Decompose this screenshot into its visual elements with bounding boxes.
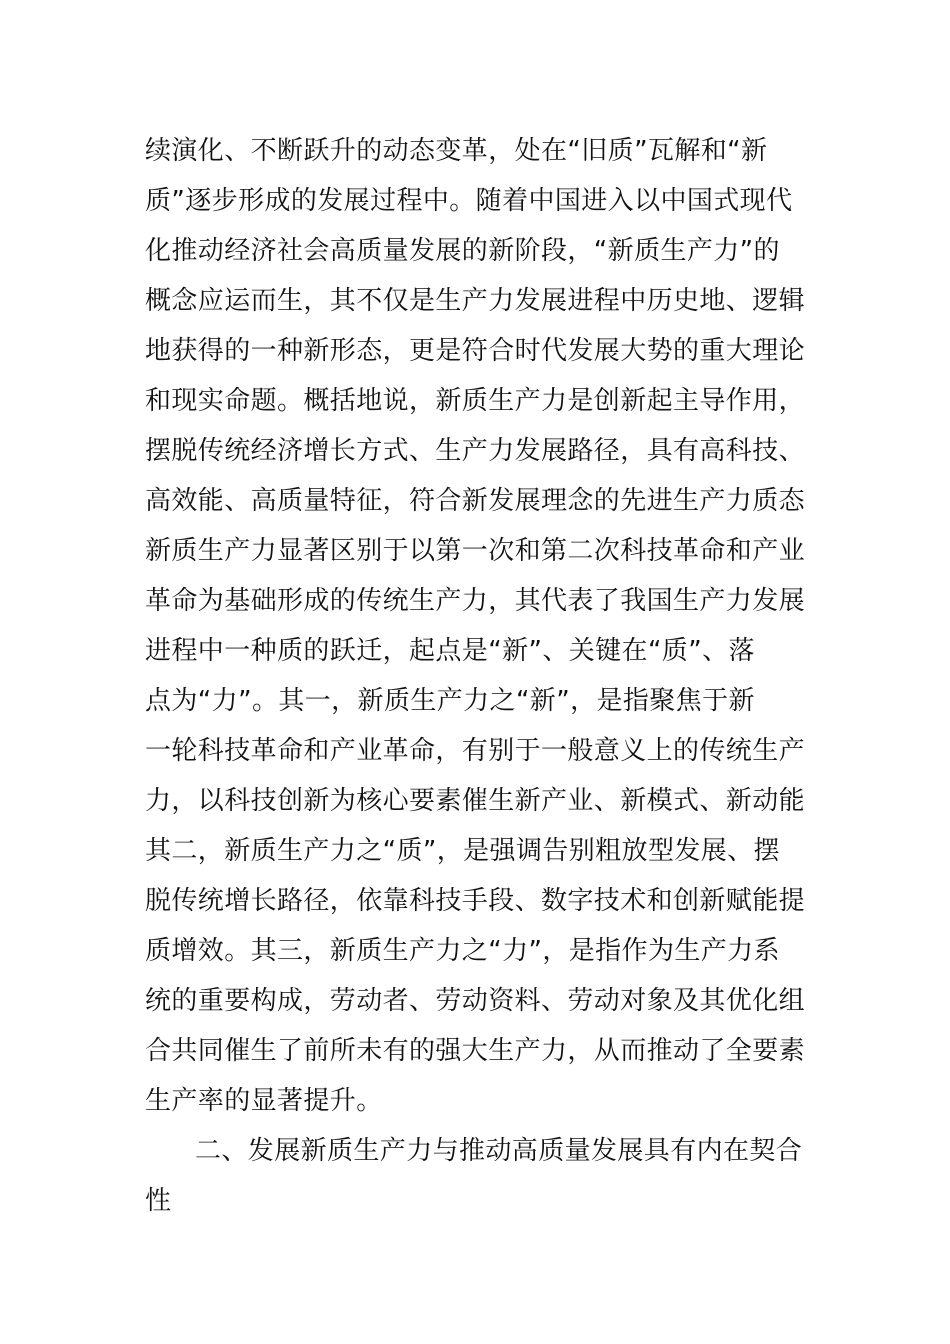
body-line: 摆脱传统经济增长方式、生产力发展路径，具有高科技、 [145,436,806,466]
body-line: 新质生产力显著区别于以第一次和第二次科技革命和产业 [145,536,806,566]
body-line: 革命为基础形成的传统生产力，其代表了我国生产力发展 [145,586,806,616]
body-line: 统的重要构成，劳动者、劳动资料、劳动对象及其优化组 [145,986,806,1016]
body-line: 点为“力”。其一，新质生产力之“新”，是指聚焦于新 [145,686,755,716]
body-line: 和现实命题。概括地说，新质生产力是创新起主导作用， [145,386,806,416]
body-line: 地获得的一种新形态，更是符合时代发展大势的重大理论 [145,336,806,366]
body-line: 概念应运而生，其不仅是生产力发展进程中历史地、逻辑 [145,286,806,316]
body-line: 合共同催生了前所未有的强大生产力，从而推动了全要素 [145,1036,806,1066]
body-line: 力，以科技创新为核心要素催生新产业、新模式、新动能 [145,786,806,816]
section-heading-line: 性 [145,1186,172,1216]
section-heading-line: 二、发展新质生产力与推动高质量发展具有内在契合 [195,1136,803,1166]
body-line: 质增效。其三，新质生产力之“力”，是指作为生产力系 [145,936,780,966]
body-line: 化推动经济社会高质量发展的新阶段，“新质生产力”的 [145,236,780,266]
body-line: 一轮科技革命和产业革命，有别于一般意义上的传统生产 [145,736,806,766]
body-line: 质”逐步形成的发展过程中。随着中国进入以中国式现代 [145,186,793,216]
body-line: 其二，新质生产力之“质”，是强调告别粗放型发展、摆 [145,836,780,866]
body-line: 续演化、不断跃升的动态变革，处在“旧质”瓦解和“新 [145,136,768,166]
document-body [145,126,825,1226]
body-line: 高效能、高质量特征，符合新发展理念的先进生产力质态 [145,486,806,516]
body-line: 脱传统增长路径，依靠科技手段、数字技术和创新赋能提 [145,886,806,916]
body-line: 生产率的显著提升。 [145,1086,383,1116]
body-line: 进程中一种质的跃迁，起点是“新”、关键在“质”、落 [145,636,755,666]
